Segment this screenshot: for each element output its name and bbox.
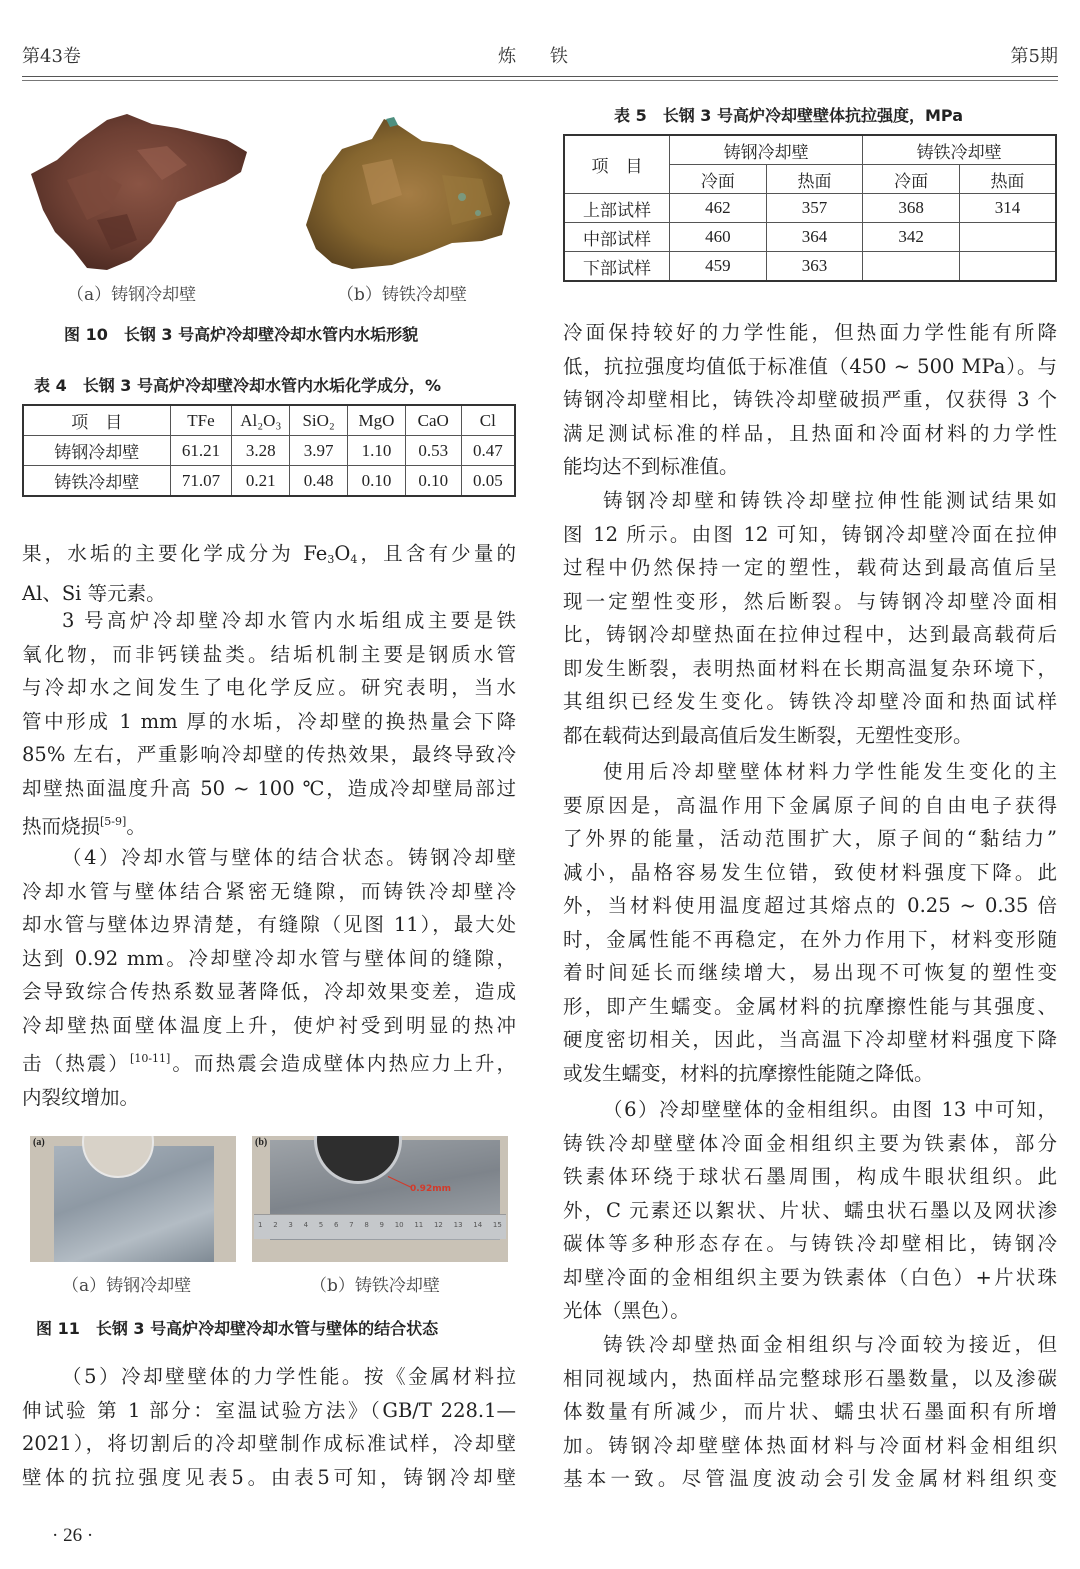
table-cell: 0.53 — [405, 436, 461, 466]
table-5-group-header-row — [564, 135, 1056, 165]
text-line: 其组织已经发生变化。铸铁冷却壁冷面和热面试样 — [563, 690, 1057, 713]
table-row — [23, 436, 515, 466]
paragraph-tensile-results — [563, 484, 1057, 752]
table-header-cell: TFe — [170, 405, 232, 436]
text-line: 都在载荷达到最高值后发生断裂，无塑性变形。 — [563, 723, 973, 747]
table-cell: 61.21 — [170, 436, 232, 466]
text-line: 时，金属性能不再稳定，在外力作用下，材料变形随 — [563, 927, 1057, 951]
table-cell: 下部试样 — [564, 252, 670, 282]
text-line: 内裂纹增加。 — [22, 1085, 140, 1109]
table-row — [23, 466, 515, 497]
table-cell: 0.05 — [461, 466, 515, 497]
table-cell — [959, 223, 1056, 252]
page-number: · 26 · — [52, 1525, 94, 1546]
paragraph-scale-composition — [22, 537, 516, 610]
table-header-cell: 冷面 — [670, 165, 767, 194]
table-header-cell: Cl — [461, 405, 515, 436]
text-line: 即发生断裂，表明热面材料在长期高温复杂环境下， — [563, 656, 1057, 680]
paragraph-scale-mechanism — [22, 604, 516, 844]
text-line: 冷面保持较好的力学性能，但热面力学性能有所降 — [563, 321, 1057, 344]
text-line: 形，即产生蠕变。金属材料的抗摩擦性能与其强度、 — [563, 994, 1057, 1018]
table-header-cell: 铸铁冷却壁 — [863, 135, 1056, 165]
text-line: 达到 0.92 mm。冷却壁冷却水管与壁体间的缝隙， — [22, 946, 516, 970]
text-line: 氧化物，而非钙镁盐类。结垢机制主要是钢质水管 — [22, 642, 516, 666]
table-header-cell: CaO — [405, 405, 461, 436]
table-cell: 中部试样 — [564, 223, 670, 252]
table-5-caption: 表 5 长钢 3 号高炉冷却壁壁体抗拉强度，MPa — [614, 106, 963, 125]
text-line: 却壁热面温度升高 50 ~ 100 ℃，造成冷却壁局部过 — [22, 776, 516, 800]
text-line: 使用后冷却壁壁体材料力学性能发生变化的主 — [603, 760, 1057, 783]
gap-annotation: 0.92mm — [410, 1184, 451, 1194]
text-line: 光体（黑色）。 — [563, 1299, 690, 1322]
text-line: 3 号高炉冷却壁冷却水管内水垢组成主要是铁 — [62, 609, 516, 632]
text-line: 85% 左右，严重影响冷却壁的传热效果，最终导致冷 — [22, 743, 516, 766]
table-cell: 0.48 — [290, 466, 348, 497]
table-header-cell: MgO — [348, 405, 406, 436]
text-line: 铸铁冷却壁热面金相组织与冷面较为接近，但 — [603, 1333, 1057, 1356]
text-line: 会导致综合传热系数显著降低，冷却效果变差，造成 — [22, 980, 516, 1003]
table-cell: 1.10 — [348, 436, 406, 466]
header-rule-thin — [22, 80, 1058, 81]
text-line: 果，水垢的主要化学成分为 $Fe_3O_4$，且含有少量的 — [22, 542, 516, 566]
volume-label: 第43卷 — [22, 46, 81, 67]
text-line: 比，铸钢冷却壁热面在拉伸过程中，达到最高载荷后 — [563, 623, 1057, 646]
text-line: Al、Si 等元素。 — [22, 581, 166, 605]
table-cell: 363 — [766, 252, 863, 282]
paragraph-metallography — [563, 1093, 1057, 1328]
table-cell: 0.47 — [461, 436, 515, 466]
figure-10-subcaption-b: （b）铸铁冷却壁 — [337, 285, 467, 305]
figure-10-caption: 图 10 长钢 3 号高炉冷却壁冷却水管内水垢形貌 — [64, 325, 419, 344]
figure-10 — [22, 100, 516, 345]
text-line: （4）冷却水管与壁体的结合状态。铸钢冷却壁 — [62, 846, 516, 869]
text-line: 过程中仍然保持一定的塑性，载荷达到最高值后呈 — [563, 556, 1057, 579]
table-cell: 0.10 — [348, 466, 406, 497]
table-cell: 364 — [766, 223, 863, 252]
paragraph-property-change-cause — [563, 755, 1057, 1090]
text-line: 击（热震）[10-11]。而热震会造成壁体内热应力上升， — [22, 1052, 516, 1075]
photo-label-a: (a) — [33, 1137, 45, 1148]
text-line: 冷却水管与壁体结合紧密无缝隙，而铸铁冷却壁冷 — [22, 879, 516, 903]
photo-label-b: (b) — [255, 1137, 268, 1148]
table-cell: 314 — [959, 194, 1056, 223]
text-line: 满足测试标准的样品，且热面和冷面材料的力学性 — [563, 421, 1057, 445]
text-line: 外，C 元素还以絮状、片状、蠕虫状石墨以及网状渗 — [563, 1198, 1057, 1222]
text-line: 却壁冷面的金相组织主要为铁素体（白色）+片状珠 — [563, 1265, 1057, 1289]
header-rule — [22, 76, 1058, 77]
text-line: 碳体等多种形态存在。与铸铁冷却壁相比，铸钢冷 — [563, 1232, 1057, 1255]
text-line: 或发生蠕变，材料的抗摩擦性能随之降低。 — [563, 1061, 934, 1085]
scale-photo-cast-steel — [27, 110, 249, 275]
paragraph-pipe-bonding — [22, 841, 516, 1114]
text-line: 铁素体环绕于球状石墨周围，构成牛眼状组织。此 — [563, 1165, 1057, 1188]
table-header-cell: 项 目 — [23, 405, 170, 436]
text-line: 要原因是，高温作用下金属原子间的自由电子获得 — [563, 793, 1057, 817]
text-line: 与冷却水之间发生了电化学反应。研究表明，当水 — [22, 676, 516, 699]
text-line: 冷却壁热面壁体温度上升，使炉衬受到明显的热冲 — [22, 1013, 516, 1037]
text-line: 伸试验 第 1 部分：室温试验方法》（GB/T 228.1— — [22, 1398, 516, 1422]
table-4 — [22, 404, 516, 497]
text-line: 壁体的抗拉强度见表5。由表5可知，铸钢冷却壁 — [22, 1465, 516, 1489]
table-cell: 460 — [670, 223, 767, 252]
figure-11-subcaption-b: （b）铸铁冷却壁 — [310, 1276, 440, 1296]
table-cell — [863, 252, 960, 282]
paragraph-hot-face-metallography — [563, 1328, 1057, 1496]
ruler — [254, 1214, 506, 1239]
text-line: 减小，晶格容易发生位错，致使材料强度下降。此 — [563, 860, 1057, 884]
table-cell: 铸铁冷却壁 — [23, 466, 170, 497]
text-line: （5）冷却壁壁体的力学性能。按《金属材料拉 — [62, 1365, 516, 1388]
photo-cast-steel-stave — [30, 1136, 236, 1262]
table-4-header-row — [23, 405, 515, 436]
table-cell: 342 — [863, 223, 960, 252]
table-5 — [563, 134, 1057, 282]
paragraph-mechanical-properties — [22, 1360, 516, 1494]
text-line: 基本一致。尽管温度波动会引发金属材料组织变 — [563, 1467, 1057, 1490]
scale-photo-cast-iron — [302, 115, 512, 275]
table-header-cell: 热面 — [959, 165, 1056, 194]
text-line: 图 12 所示。由图 12 可知，铸钢冷却壁冷面在拉伸 — [563, 522, 1057, 546]
table-cell: 462 — [670, 194, 767, 223]
text-line: 相同视域内，热面样品完整球形石墨数量，以及渗碳 — [563, 1366, 1057, 1390]
figure-11-subcaption-a: （a）铸钢冷却壁 — [62, 1276, 192, 1296]
table-row — [564, 223, 1056, 252]
figure-11-caption: 图 11 长钢 3 号高炉冷却壁冷却水管与壁体的结合状态 — [36, 1319, 439, 1338]
table-cell: 3.28 — [232, 436, 290, 466]
table-header-cell: 热面 — [766, 165, 863, 194]
text-line: 热而烧损[5-9]。 — [22, 815, 146, 838]
journal-title: 炼 铁 — [498, 46, 582, 67]
table-header-cell: 铸钢冷却壁 — [670, 135, 863, 165]
table-header-cell: SiO₂ — [290, 405, 348, 436]
text-line: （6）冷却壁壁体的金相组织。由图 13 中可知， — [603, 1098, 1057, 1121]
text-line: 硬度密切相关，因此，当高温下冷却壁材料强度下降 — [563, 1028, 1057, 1051]
text-line: 铸钢冷却壁相比，铸铁冷却壁破损严重，仅获得 3 个 — [563, 388, 1057, 411]
table-header-cell: 项 目 — [564, 135, 670, 194]
table-row — [564, 252, 1056, 282]
table-cell: 铸钢冷却壁 — [23, 436, 170, 466]
table-cell: 357 — [766, 194, 863, 223]
table-cell: 上部试样 — [564, 194, 670, 223]
text-line: 了外界的能量，活动范围扩大，原子间的“黏结力” — [563, 827, 1057, 850]
text-line: 却水管与壁体边界清楚，有缝隙（见图 11），最大处 — [22, 913, 516, 936]
text-line: 现一定塑性变形，然后断裂。与铸钢冷却壁冷面相 — [563, 589, 1057, 613]
figure-10-subcaption-a: （a）铸钢冷却壁 — [67, 285, 197, 305]
photo-cast-iron-stave — [252, 1136, 508, 1262]
text-line: 着时间延长而继续增大，易出现不可恢复的塑性变 — [563, 961, 1057, 984]
text-line: 2021），将切割后的冷却壁制作成标准试样，冷却壁 — [22, 1432, 516, 1455]
table-cell: 459 — [670, 252, 767, 282]
table-cell — [959, 252, 1056, 282]
text-line: 能均达不到标准值。 — [563, 455, 739, 478]
running-header — [22, 42, 1058, 72]
text-line: 铸铁冷却壁壁体冷面金相组织主要为铁素体，部分 — [563, 1131, 1057, 1155]
text-line: 低，抗拉强度均值低于标准值（450 ~ 500 MPa）。与 — [563, 354, 1057, 378]
text-line: 管中形成 1 mm 厚的水垢，冷却壁的换热量会下降 — [22, 709, 516, 733]
table-cell: 0.10 — [405, 466, 461, 497]
table-header-cell: Al₂O₃ — [232, 405, 290, 436]
table-cell: 0.21 — [232, 466, 290, 497]
text-line: 加。铸钢冷却壁壁体热面材料与冷面材料金相组织 — [563, 1433, 1057, 1457]
text-line: 外，当材料使用温度超过其熔点的 0.25 ~ 0.35 倍 — [563, 894, 1057, 917]
citation[interactable]: [10-11] — [130, 1052, 171, 1065]
table-cell: 3.97 — [290, 436, 348, 466]
table-cell: 368 — [863, 194, 960, 223]
table-4-caption: 表 4 长钢 3 号高炉冷却壁冷却水管内水垢化学成分，% — [34, 376, 442, 395]
text-line: 体数量有所减少，而片状、蠕虫状石墨面积有所增 — [563, 1400, 1057, 1423]
paragraph-strength-summary — [563, 316, 1057, 484]
table-header-cell: 冷面 — [863, 165, 960, 194]
citation[interactable]: [5-9] — [100, 815, 127, 828]
issue-label: 第5期 — [1010, 46, 1058, 67]
text-line: 铸钢冷却壁和铸铁冷却壁拉伸性能测试结果如 — [603, 489, 1057, 512]
table-row — [564, 194, 1056, 223]
table-cell: 71.07 — [170, 466, 232, 497]
ruler-ticks: 1 2 3 4 5 6 7 8 9 10 11 12 13 14 15 — [258, 1221, 502, 1229]
